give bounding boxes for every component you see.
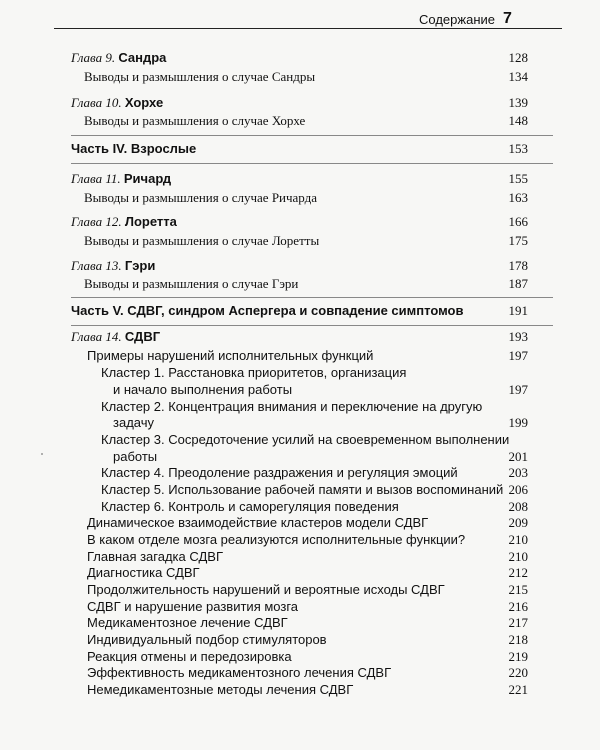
- toc-chapter-14[interactable]: [71, 330, 160, 344]
- toc-page: 210: [508, 532, 528, 547]
- chapter-title: Гэри: [124, 258, 156, 273]
- toc-entry[interactable]: Кластер 6. Контроль и саморегуляция поведения: [101, 499, 399, 514]
- toc-page: 215: [508, 582, 528, 597]
- toc-page: 203: [508, 465, 528, 480]
- toc-entry[interactable]: Диагностика СДВГ: [87, 565, 200, 580]
- toc-page: 208: [508, 499, 528, 514]
- toc-chapter-10[interactable]: [71, 96, 163, 110]
- header-rule: [54, 28, 562, 29]
- toc-entry[interactable]: Динамическое взаимодействие кластеров модели СДВГ: [87, 515, 429, 530]
- toc-page: 175: [508, 233, 528, 248]
- section-rule: [71, 163, 553, 164]
- chapter-title: Ричард: [123, 171, 172, 186]
- toc-entry[interactable]: Кластер 1. Расстановка приоритетов, организация: [101, 365, 407, 380]
- toc-entry[interactable]: Реакция отмены и передозировка: [87, 649, 292, 664]
- toc-chapter-11[interactable]: [71, 172, 171, 186]
- toc-page: 134: [508, 69, 528, 84]
- chapter-prefix: Глава 11.: [71, 171, 121, 186]
- toc-page: 197: [508, 348, 528, 363]
- toc-page: 210: [508, 549, 528, 564]
- toc-entry[interactable]: Примеры нарушений исполнительных функций: [87, 348, 374, 363]
- toc-page: 148: [508, 113, 528, 128]
- toc-page: 218: [508, 632, 528, 647]
- toc-part-5[interactable]: Часть V. СДВГ, синдром Аспергера и совпадение симптомов: [71, 303, 464, 318]
- toc-page: 139: [508, 95, 528, 110]
- toc-entry[interactable]: Кластер 5. Использование рабочей памяти и вызов воспоминаний: [101, 482, 504, 497]
- toc-page: 212: [508, 565, 528, 580]
- toc-page: 155: [508, 171, 528, 186]
- toc-page: 206: [508, 482, 528, 497]
- toc-entry[interactable]: Эффективность медикаментозного лечения СДВГ: [87, 665, 392, 680]
- toc-entry[interactable]: Немедикаментозные методы лечения СДВГ: [87, 682, 354, 697]
- toc-page: 197: [508, 382, 528, 397]
- toc-page: 217: [508, 615, 528, 630]
- toc-page: 191: [508, 303, 528, 318]
- chapter-prefix: Глава 13.: [71, 258, 122, 273]
- toc-part-4[interactable]: Часть IV. Взрослые: [71, 141, 197, 156]
- section-rule: [71, 297, 553, 298]
- toc-entry[interactable]: Кластер 4. Преодоление раздражения и регуляция эмоций: [101, 465, 458, 480]
- toc-page: 128: [508, 50, 528, 65]
- margin-speck: [41, 453, 43, 455]
- toc-entry[interactable]: Выводы и размышления о случае Лоретты: [84, 233, 320, 248]
- toc-entry[interactable]: Кластер 3. Сосредоточение усилий на своевременном выполнении: [101, 432, 510, 447]
- toc-entry[interactable]: Выводы и размышления о случае Ричарда: [84, 190, 318, 205]
- toc-page: 219: [508, 649, 528, 664]
- toc-page: 187: [508, 276, 528, 291]
- section-rule: [71, 325, 553, 326]
- chapter-prefix: Глава 14.: [71, 329, 122, 344]
- toc-page: 178: [508, 258, 528, 273]
- toc-entry[interactable]: СДВГ и нарушение развития мозга: [87, 599, 299, 614]
- toc-page: 193: [508, 329, 528, 344]
- toc-page: 153: [508, 141, 528, 156]
- chapter-prefix: Глава 12.: [71, 214, 122, 229]
- section-rule: [71, 135, 553, 136]
- chapter-prefix: Глава 10.: [71, 95, 122, 110]
- chapter-title: СДВГ: [124, 329, 161, 344]
- toc-entry-cont: работы: [113, 449, 158, 464]
- toc-entry[interactable]: Выводы и размышления о случае Гэри: [84, 276, 299, 291]
- chapter-title: Хорхе: [124, 95, 164, 110]
- toc-entry-cont: задачу: [113, 415, 154, 430]
- toc-entry[interactable]: Главная загадка СДВГ: [87, 549, 223, 564]
- toc-entry[interactable]: Кластер 2. Концентрация внимания и переключение на другую: [101, 399, 483, 414]
- toc-page: 220: [508, 665, 528, 680]
- toc-chapter-9[interactable]: [71, 51, 166, 65]
- toc-entry[interactable]: Индивидуальный подбор стимуляторов: [87, 632, 327, 647]
- toc-page: 216: [508, 599, 528, 614]
- toc-page: 221: [508, 682, 528, 697]
- toc-entry[interactable]: Медикаментозное лечение СДВГ: [87, 615, 288, 630]
- toc-page: 163: [508, 190, 528, 205]
- toc-page: 166: [508, 214, 528, 229]
- chapter-title: Лоретта: [124, 214, 177, 229]
- toc-entry[interactable]: Выводы и размышления о случае Хорхе: [84, 113, 306, 128]
- toc-page: 199: [508, 415, 528, 430]
- chapter-title: Сандра: [118, 50, 167, 65]
- toc-entry[interactable]: В каком отделе мозга реализуются исполнительные функции?: [87, 532, 466, 547]
- toc-page: 201: [508, 449, 528, 464]
- running-header-title: Содержание: [419, 12, 495, 27]
- toc-chapter-12[interactable]: [71, 215, 177, 229]
- chapter-prefix: Глава 9.: [71, 50, 116, 65]
- toc-entry[interactable]: Продолжительность нарушений и вероятные исходы СДВГ: [87, 582, 445, 597]
- toc-page: 209: [508, 515, 528, 530]
- toc-entry[interactable]: Выводы и размышления о случае Сандры: [84, 69, 316, 84]
- page-number: 7: [503, 10, 512, 27]
- toc-entry-cont: и начало выполнения работы: [113, 382, 293, 397]
- toc-chapter-13[interactable]: [71, 259, 155, 273]
